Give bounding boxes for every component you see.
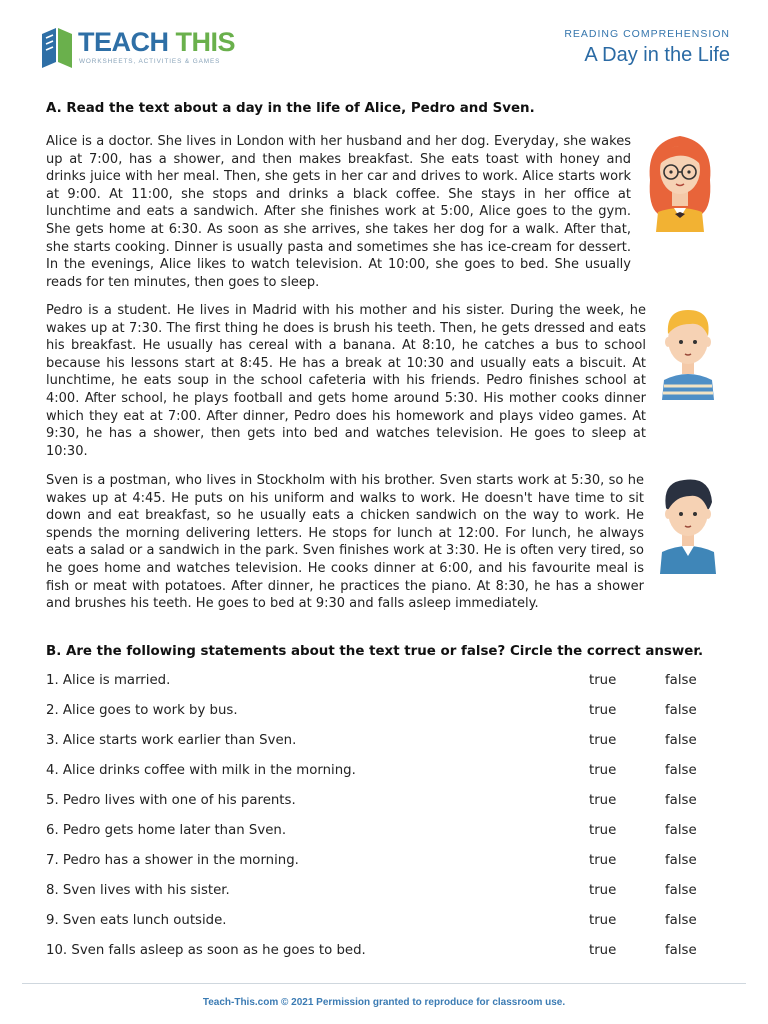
true-option[interactable]: true [589,883,617,898]
pedro-illustration [656,302,720,400]
true-option[interactable]: true [589,913,617,928]
statement-text: 5. Pedro lives with one of his parents. [46,793,296,808]
statement-text: 2. Alice goes to work by bus. [46,703,238,718]
statement-row [46,763,726,785]
false-option[interactable]: false [665,763,697,778]
statement-text: 10. Sven falls asleep as soon as he goes to bed. [46,943,366,958]
pedro-paragraph: Pedro is a student. He lives in Madrid with his mother and his sister. During the week, he wakes up at 7:30. The first thing he does is brush his teeth. Then, he gets dressed and eats his breakfast. He usually has cereal with a banana. At 8:10, he catches a bus to school because his lessons start at 8:45. He has a break at 10:30 and usually eats a biscuit. At lunchtime, he eats soup in the school cafeteria with his friends. Pedro finishes school at 4:00. After school, he plays football and gets home around 5:30. His mother cooks dinner which they eat at 7:00. After dinner, Pedro does his homework and plays video games. At 9:30, he has a shower, then gets into bed and watches television. He goes to sleep at 10:30. [46,303,646,459]
false-option[interactable]: false [665,823,697,838]
statement-row [46,673,726,695]
worksheet-title: A Day in the Life [584,44,730,66]
teach-this-logo [38,24,238,70]
statement-row [46,703,726,725]
true-option[interactable]: true [589,943,617,958]
statement-text: 8. Sven lives with his sister. [46,883,230,898]
true-option[interactable]: true [589,733,617,748]
book-logo-icon [38,24,76,68]
statement-row [46,793,726,815]
true-option[interactable]: true [589,703,617,718]
false-option[interactable]: false [665,733,697,748]
false-option[interactable]: false [665,673,697,688]
statement-text: 9. Sven eats lunch outside. [46,913,227,928]
alice-illustration [640,128,720,232]
sven-illustration [654,472,722,574]
true-option[interactable]: true [589,853,617,868]
brand-part-1: TEACH [78,27,169,57]
true-option[interactable]: true [589,793,617,808]
page-header [0,0,768,80]
statement-text: 4. Alice drinks coffee with milk in the morning. [46,763,356,778]
statement-row [46,823,726,845]
statement-text: 6. Pedro gets home later than Sven. [46,823,287,838]
statement-row [46,943,726,965]
statement-row [46,853,726,875]
statement-text: 7. Pedro has a shower in the morning. [46,853,299,868]
footer-divider [22,983,746,984]
true-option[interactable]: true [589,763,617,778]
false-option[interactable]: false [665,793,697,808]
statement-row [46,913,726,935]
worksheet-category: READING COMPREHENSION [564,28,730,40]
brand-part-2: THIS [175,27,236,57]
statement-row [46,883,726,905]
brand-name [78,27,235,58]
false-option[interactable]: false [665,913,697,928]
true-option[interactable]: true [589,673,617,688]
sven-paragraph: Sven is a postman, who lives in Stockholm with his brother. Sven starts work at 5:30, so he wakes up at 4:45. He puts on his uniform and walks to work. He doesn't have time to sit down and eat breakfast, so he usually eats a chicken sandwich on the way to work. He spends the morning delivering letters. He stops for lunch at 12:00. For lunch, he always eats a salad or a sandwich in the park. Sven finishes work at 3:30. He is often very tired, so he goes home and watches television. He cooks dinner at 6:00, and his favourite meal is fish or meat with potatoes. After dinner, he practices the piano. At 8:30, he has a shower and brushes his teeth. He goes to bed at 9:30 and falls asleep immediately. [46,473,644,612]
false-option[interactable]: false [665,943,697,958]
false-option[interactable]: false [665,883,697,898]
true-option[interactable]: true [589,823,617,838]
statement-text: 1. Alice is married. [46,673,171,688]
copyright-footer: Teach-This.com © 2021 Permission granted to reproduce for classroom use. [202,997,566,1008]
section-a-heading: A. Read the text about a day in the life of Alice, Pedro and Sven. [46,101,535,116]
statement-row [46,733,726,755]
alice-paragraph: Alice is a doctor. She lives in London with her husband and her dog. Everyday, she wakes up at 7:00, has a shower, and then makes breakfast. She eats toast with honey and drinks juice with her meal. Then, she gets in her car and drives to work. Alice starts work at 9:00. At 11:00, she stops and drinks a black coffee. She stays in her office at lunchtime and eats a sandwich. After she finishes work at 5:00, Alice goes to the gym. She gets home at 6:30. As soon as she arrives, she takes her dog for a walk. After that, she starts cooking. Dinner is usually pasta and sometimes she has ice-cream for dessert. In the evenings, Alice likes to watch television. At 10:00, she goes to bed. She usually reads for ten minutes, then goes to sleep. [46,134,631,290]
statement-text: 3. Alice starts work earlier than Sven. [46,733,297,748]
brand-tagline: WORKSHEETS, ACTIVITIES & GAMES [79,58,221,65]
false-option[interactable]: false [665,853,697,868]
section-b-heading: B. Are the following statements about the text true or false? Circle the correct answer. [46,644,704,659]
false-option[interactable]: false [665,703,697,718]
